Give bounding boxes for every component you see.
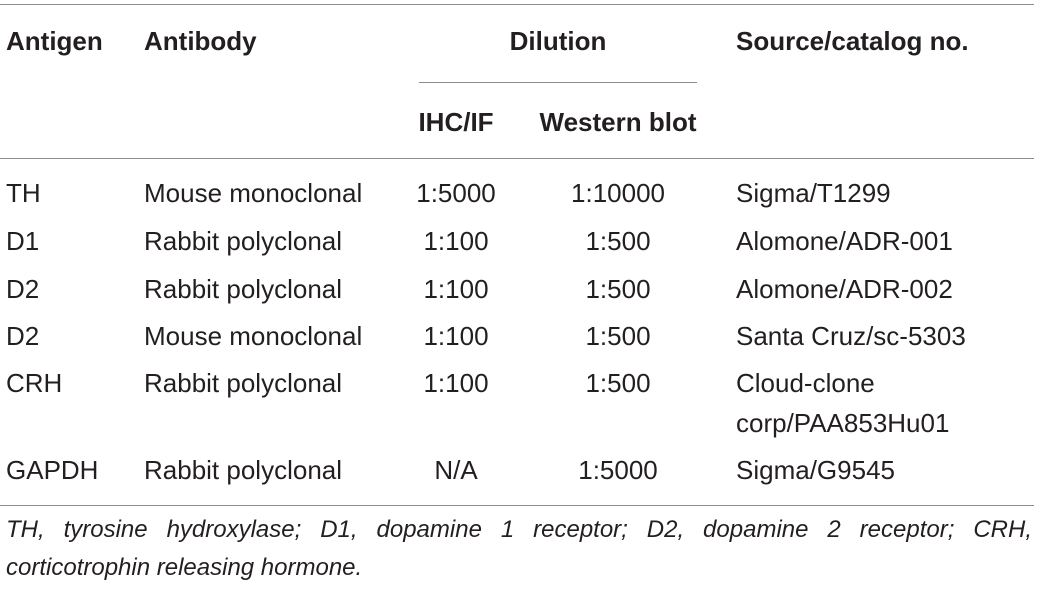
cell-ihc-if: 1:100	[423, 226, 489, 256]
cell-source: Santa Cruz/sc-5303	[736, 321, 966, 351]
cell-antibody: Mouse monoclonal	[144, 178, 363, 208]
header-rule	[0, 158, 1034, 159]
cell-western-blot: 1:500	[585, 368, 651, 398]
cell-source: Sigma/T1299	[736, 178, 891, 208]
footer-rule	[0, 505, 1034, 506]
cell-ihc-if: 1:100	[423, 368, 489, 398]
cell-source-line-1: Cloud-clone	[736, 368, 875, 398]
cell-source-line-2: corp/PAA853Hu01	[736, 408, 950, 438]
cell-source: Alomone/ADR-002	[736, 274, 953, 304]
cell-antigen: D1	[6, 226, 40, 256]
cell-source: Alomone/ADR-001	[736, 226, 953, 256]
cell-western-blot: 1:500	[585, 226, 651, 256]
cell-antigen: GAPDH	[6, 455, 99, 485]
cell-antigen: CRH	[6, 368, 63, 398]
table-footnote: TH, tyrosine hydroxylase; D1, dopamine 1 receptor; D2, dopamine 2 receptor; CRH, corticotrophin releasing hormone.	[6, 516, 1032, 581]
header-antigen: Antigen	[6, 26, 103, 56]
header-ihc-if: IHC/IF	[418, 107, 494, 137]
cell-ihc-if: N/A	[434, 455, 478, 485]
header-dilution: Dilution	[509, 26, 607, 56]
cell-western-blot: 1:500	[585, 274, 651, 304]
cell-antibody: Rabbit polyclonal	[144, 368, 343, 398]
cell-antibody: Rabbit polyclonal	[144, 226, 343, 256]
cell-western-blot: 1:5000	[578, 455, 658, 485]
cell-antigen: TH	[6, 178, 41, 208]
dilution-rule	[419, 82, 697, 83]
cell-ihc-if: 1:100	[423, 274, 489, 304]
cell-western-blot: 1:500	[585, 321, 651, 351]
cell-ihc-if: 1:5000	[416, 178, 496, 208]
cell-source: Sigma/G9545	[736, 455, 895, 485]
cell-antigen: D2	[6, 321, 40, 351]
cell-antibody: Rabbit polyclonal	[144, 455, 343, 485]
cell-antibody: Mouse monoclonal	[144, 321, 363, 351]
cell-ihc-if: 1:100	[423, 321, 489, 351]
header-western-blot: Western blot	[539, 107, 697, 137]
cell-antibody: Rabbit polyclonal	[144, 274, 343, 304]
cell-antigen: D2	[6, 274, 40, 304]
cell-western-blot: 1:10000	[571, 178, 665, 208]
top-rule	[0, 4, 1034, 5]
header-antibody: Antibody	[144, 26, 257, 56]
header-source: Source/catalog no.	[736, 26, 969, 56]
